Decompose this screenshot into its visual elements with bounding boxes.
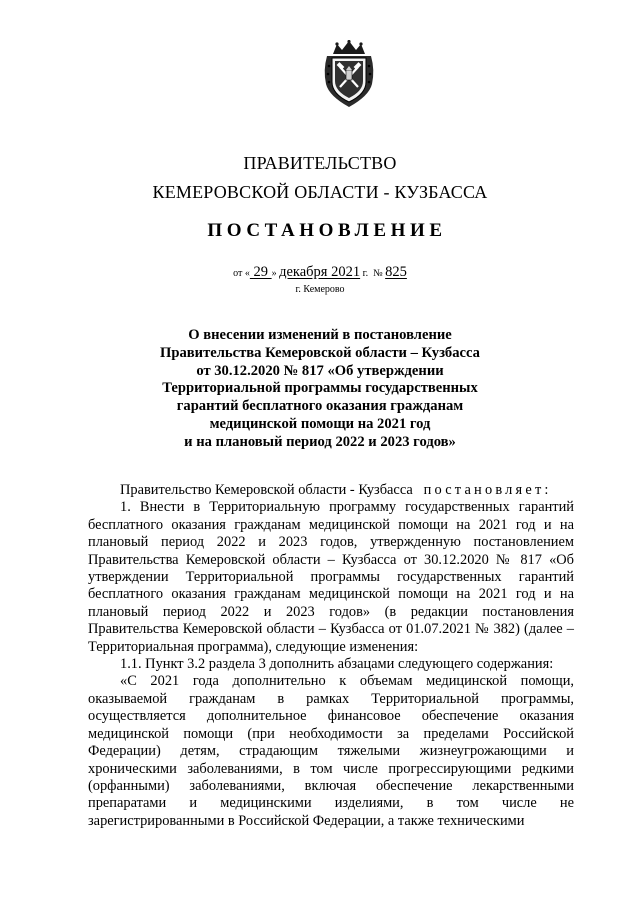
paragraph-1-1: 1.1. Пункт 3.2 раздела 3 дополнить абзацами следующего содержания: <box>120 656 554 673</box>
date-quote-open: « <box>244 268 250 279</box>
title-line: от 30.12.2020 № 817 «Об утверждении <box>196 362 444 379</box>
document-title <box>0 327 640 452</box>
date-month-year: декабря 2021 <box>279 264 361 280</box>
document-type: ПОСТАНОВЛЕНИЕ <box>207 220 447 241</box>
date-from-word: от <box>233 268 243 279</box>
date-day: 29 <box>253 264 268 280</box>
coat-of-arms-icon <box>323 40 375 108</box>
intro-paragraph <box>88 482 574 499</box>
title-line: О внесении изменений в постановление <box>188 327 452 343</box>
org-name-line2: КЕМЕРОВСКОЙ ОБЛАСТИ - КУЗБАССА <box>152 182 488 202</box>
date-year-suffix: г. <box>362 268 369 279</box>
document-place: г. Кемерово <box>295 284 345 295</box>
document-body <box>88 482 574 830</box>
title-line: Территориальной программы государственных <box>162 380 478 397</box>
title-line: и на плановый период 2022 и 2023 годов» <box>184 433 456 450</box>
paragraph-1: 1. Внести в Территориальную программу государственных гарантий бесплатного оказания гражданам медицинской помощи на 2021 год и на плановый период 2022 и 2023 годов, утвержденную постановлением Правительства Кемеровской области – Кузбасса от 30.12.2020 № 817 «Об утверждении Территориальной программы государственных гарантий бесплатного оказания гражданам медицинской помощи на 2021 год и на плановый период 2022 и 2023 годов» (в редакции постановления Правительства Кемеровской области – Кузбасса от 01.07.2021 № 382) (далее – Территориальная программа), следующие изменения: <box>88 499 574 655</box>
title-line: гарантий бесплатного оказания гражданам <box>176 398 464 415</box>
date-line <box>0 264 640 281</box>
paragraph-quote: «С 2021 года дополнительно к объемам медицинской помощи, оказываемой гражданам в рамках Территориальной программы, осуществляется дополнительное финансовое обеспечение оказания медицинской помощи (при необходимости за пределами Российской Федерации) детям, страдающим тяжелыми жизнеугрожающими и хроническими заболеваниями, в том числе прогрессирующими редкими (орфанными) заболеваниями, включая обеспечение лекарственными препаратами и медицинскими изделиями, в том числе не зарегистрированными в Российской Федерации, а также техническими <box>88 673 574 829</box>
title-line: медицинской помощи на 2021 год <box>209 415 431 432</box>
document-number: 825 <box>385 264 407 280</box>
intro-resolves: постановляет: <box>423 482 552 498</box>
date-quote-close: » <box>271 268 277 279</box>
org-name-line1: ПРАВИТЕЛЬСТВО <box>243 153 397 173</box>
number-sign: № <box>373 268 383 279</box>
intro-text: Правительство Кемеровской области - Кузбасса <box>120 482 413 498</box>
title-line: Правительства Кемеровской области – Кузбасса <box>160 344 480 361</box>
